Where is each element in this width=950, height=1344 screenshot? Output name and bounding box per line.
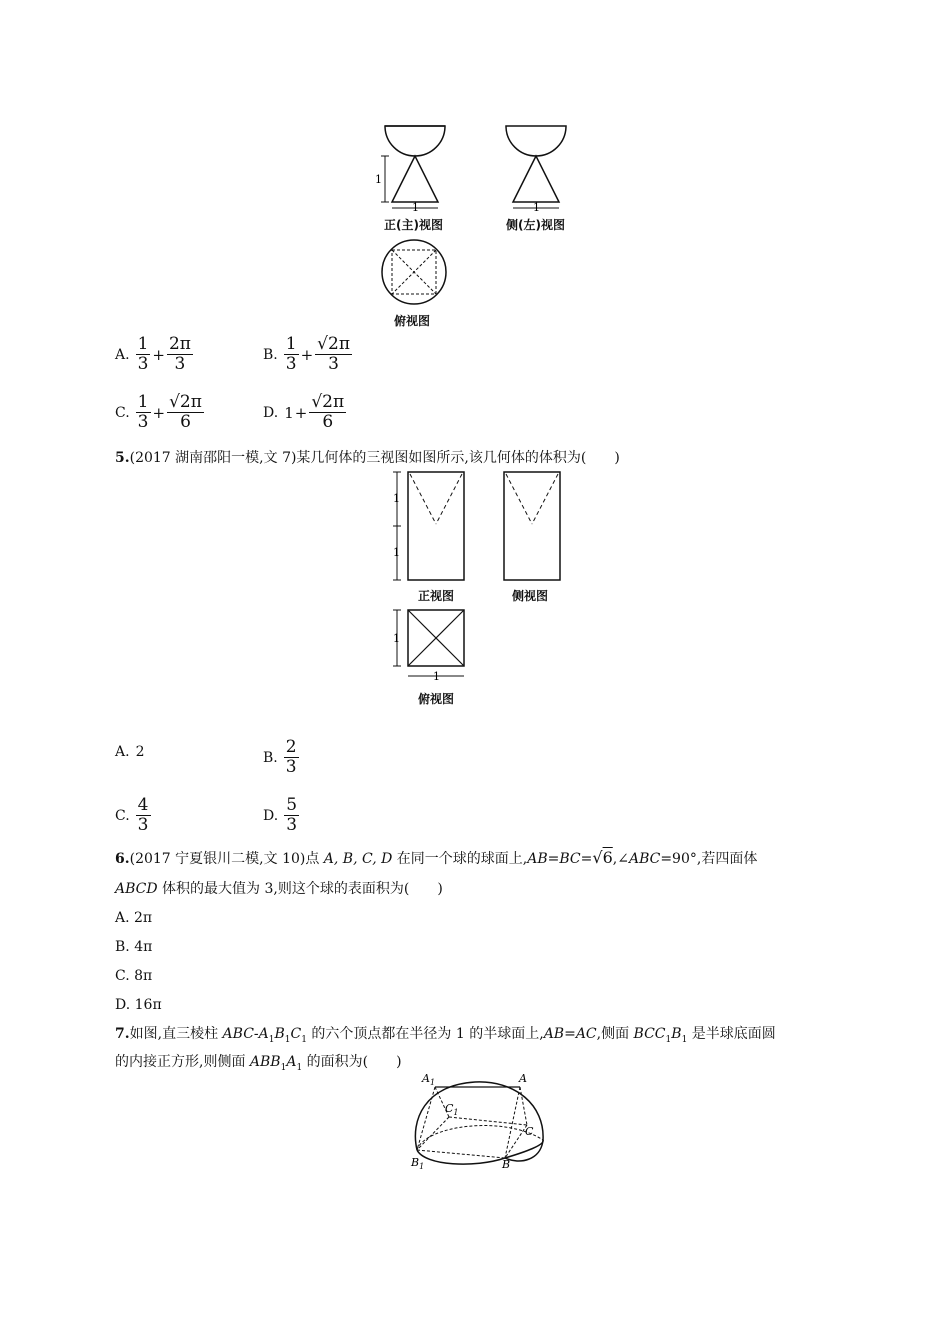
- points: A, B, C, D: [323, 851, 393, 867]
- subscript: 1: [681, 1034, 688, 1045]
- option-label: A.: [115, 744, 130, 760]
- q4-option-c[interactable]: [115, 393, 205, 432]
- text: 如图,直三棱柱: [129, 1026, 223, 1042]
- q5-option-d[interactable]: [263, 796, 300, 835]
- sqrt-body: 6: [602, 848, 613, 867]
- q6-option-c[interactable]: C. 8π: [115, 968, 153, 984]
- frac-den: 3: [137, 815, 149, 835]
- angle-name: ABC: [628, 851, 661, 867]
- subscript: 1: [280, 1062, 287, 1073]
- frac-num: 1: [285, 334, 297, 354]
- q7-hemisphere-figure: [405, 1070, 555, 1175]
- q4-side-view: [500, 120, 590, 220]
- lead-number: 1: [284, 403, 294, 422]
- q5-top-dim-height: 1: [393, 632, 400, 645]
- text: 的面积为( ): [302, 1054, 402, 1070]
- label-b: B: [502, 1158, 511, 1171]
- text: 在同一个球的球面上,: [392, 851, 528, 867]
- q4-top-view: [380, 240, 450, 310]
- q6-stem-line1: [115, 848, 757, 869]
- frac-den: 3: [328, 354, 339, 374]
- option-label: B.: [263, 749, 278, 766]
- q5-option-a[interactable]: [115, 744, 144, 760]
- sqrt-expression: √6: [592, 848, 613, 867]
- frac-den: 3: [286, 815, 298, 835]
- q5-option-c[interactable]: [115, 796, 152, 835]
- q5-stem: [115, 448, 620, 468]
- q4-option-a[interactable]: [115, 335, 194, 374]
- q5-side-view: [498, 466, 568, 586]
- subscript: 1: [665, 1034, 672, 1045]
- plus-sign: +: [152, 403, 166, 422]
- tetra-name: ABCD: [115, 881, 158, 897]
- prism-c: C: [290, 1026, 302, 1042]
- question-text: (2017 湖南邵阳一模,文 7)某几何体的三视图如图所示,该几何体的体积为( ): [129, 450, 620, 466]
- sqrt-body: 2π: [322, 392, 345, 412]
- face-a: A: [286, 1054, 297, 1070]
- q5-side-view-label: 侧视图: [512, 589, 549, 603]
- q5-top-view-label: 俯视图: [418, 692, 455, 706]
- option-label: D.: [263, 807, 279, 824]
- subscript: 1: [268, 1034, 275, 1045]
- option-label: C.: [115, 404, 130, 421]
- q4-front-dim-height: 1: [375, 173, 382, 186]
- option-label: C.: [115, 807, 130, 824]
- text: 的内接正方形,则侧面: [115, 1054, 250, 1070]
- q4-front-view-label: 正(主)视图: [384, 218, 443, 232]
- frac-den: 3: [285, 354, 297, 374]
- subscript: 1: [296, 1062, 303, 1073]
- q7-stem-line1: [115, 1024, 776, 1050]
- q7-stem-line2: [115, 1052, 402, 1078]
- q5-front-view: [380, 466, 470, 586]
- question-number: 5.: [115, 450, 130, 466]
- frac-num: 4: [137, 795, 149, 815]
- q4-option-b[interactable]: [263, 335, 353, 374]
- q4-side-dim-width: 1: [533, 201, 540, 214]
- equation: AB=BC=: [527, 851, 593, 867]
- option-label: B.: [263, 346, 278, 363]
- question-number: 7.: [115, 1026, 130, 1042]
- face-b: B: [671, 1026, 682, 1042]
- text: (2017 宁夏银川二模,文 10)点: [129, 851, 324, 867]
- sqrt-body: 2π: [328, 334, 350, 354]
- q5-front-dim-lower: 1: [393, 546, 400, 559]
- question-number: 6.: [115, 851, 130, 867]
- plus-sign: +: [152, 345, 165, 364]
- frac-num-sqrt: √2π: [169, 392, 202, 412]
- prism-name: ABC-A: [222, 1026, 269, 1042]
- option-label: A.: [115, 346, 130, 363]
- q6-option-b[interactable]: B. 4π: [115, 939, 153, 955]
- text: =90°,若四面体: [660, 851, 758, 867]
- plus-sign: +: [294, 403, 308, 422]
- q4-front-dim-width: 1: [412, 201, 419, 214]
- label-b1: $B_1$: [411, 1156, 425, 1171]
- frac-num: 1: [137, 334, 149, 354]
- q5-top-dim-width: 1: [433, 670, 440, 683]
- label-a: A: [519, 1072, 527, 1085]
- equation: AB=AC: [543, 1026, 597, 1042]
- option-label: D.: [263, 404, 279, 421]
- text: ,∠: [612, 851, 629, 867]
- frac-den: 6: [322, 412, 334, 432]
- text: 是半球底面圆: [687, 1026, 776, 1042]
- frac-den: 3: [285, 757, 297, 777]
- frac-den: 3: [137, 412, 149, 432]
- q6-stem-line2: [115, 879, 443, 899]
- label-a1: $A_1$: [422, 1072, 436, 1087]
- frac-num: 5: [286, 795, 298, 815]
- frac-den: 6: [180, 412, 191, 432]
- q5-front-dim-upper: 1: [393, 492, 400, 505]
- label-c: C: [525, 1125, 534, 1138]
- option-value: 2: [135, 744, 145, 760]
- frac-den: 3: [174, 354, 186, 374]
- text: 体积的最大值为 3,则这个球的表面积为( ): [157, 881, 443, 897]
- q4-side-view-label: 侧(左)视图: [506, 218, 565, 232]
- q6-option-d[interactable]: D. 16π: [115, 997, 162, 1013]
- face-name: ABB: [249, 1054, 281, 1070]
- face-name: BCC: [633, 1026, 666, 1042]
- frac-num: 2π: [168, 334, 191, 354]
- frac-num-sqrt: √2π: [311, 392, 345, 412]
- q4-front-view: [370, 120, 460, 220]
- frac-num: 1: [137, 392, 149, 412]
- frac-den: 3: [137, 354, 149, 374]
- q5-option-b[interactable]: [263, 738, 300, 777]
- text: ,侧面: [596, 1026, 634, 1042]
- subscript: 1: [301, 1034, 307, 1045]
- frac-num: 2: [285, 737, 297, 757]
- q5-front-view-label: 正视图: [418, 589, 455, 603]
- q4-option-d[interactable]: [263, 393, 347, 432]
- frac-num-sqrt: √2π: [317, 334, 350, 354]
- text: 的六个顶点都在半径为 1 的半球面上,: [306, 1026, 544, 1042]
- sqrt-body: 2π: [179, 392, 202, 412]
- subscript: 1: [284, 1034, 291, 1045]
- plus-sign: +: [300, 345, 314, 364]
- q6-option-a[interactable]: A. 2π: [115, 910, 153, 926]
- q5-top-view: [380, 606, 470, 686]
- label-c1: $C_1$: [445, 1102, 459, 1117]
- prism-b: B: [274, 1026, 285, 1042]
- q4-top-view-label: 俯视图: [394, 314, 431, 328]
